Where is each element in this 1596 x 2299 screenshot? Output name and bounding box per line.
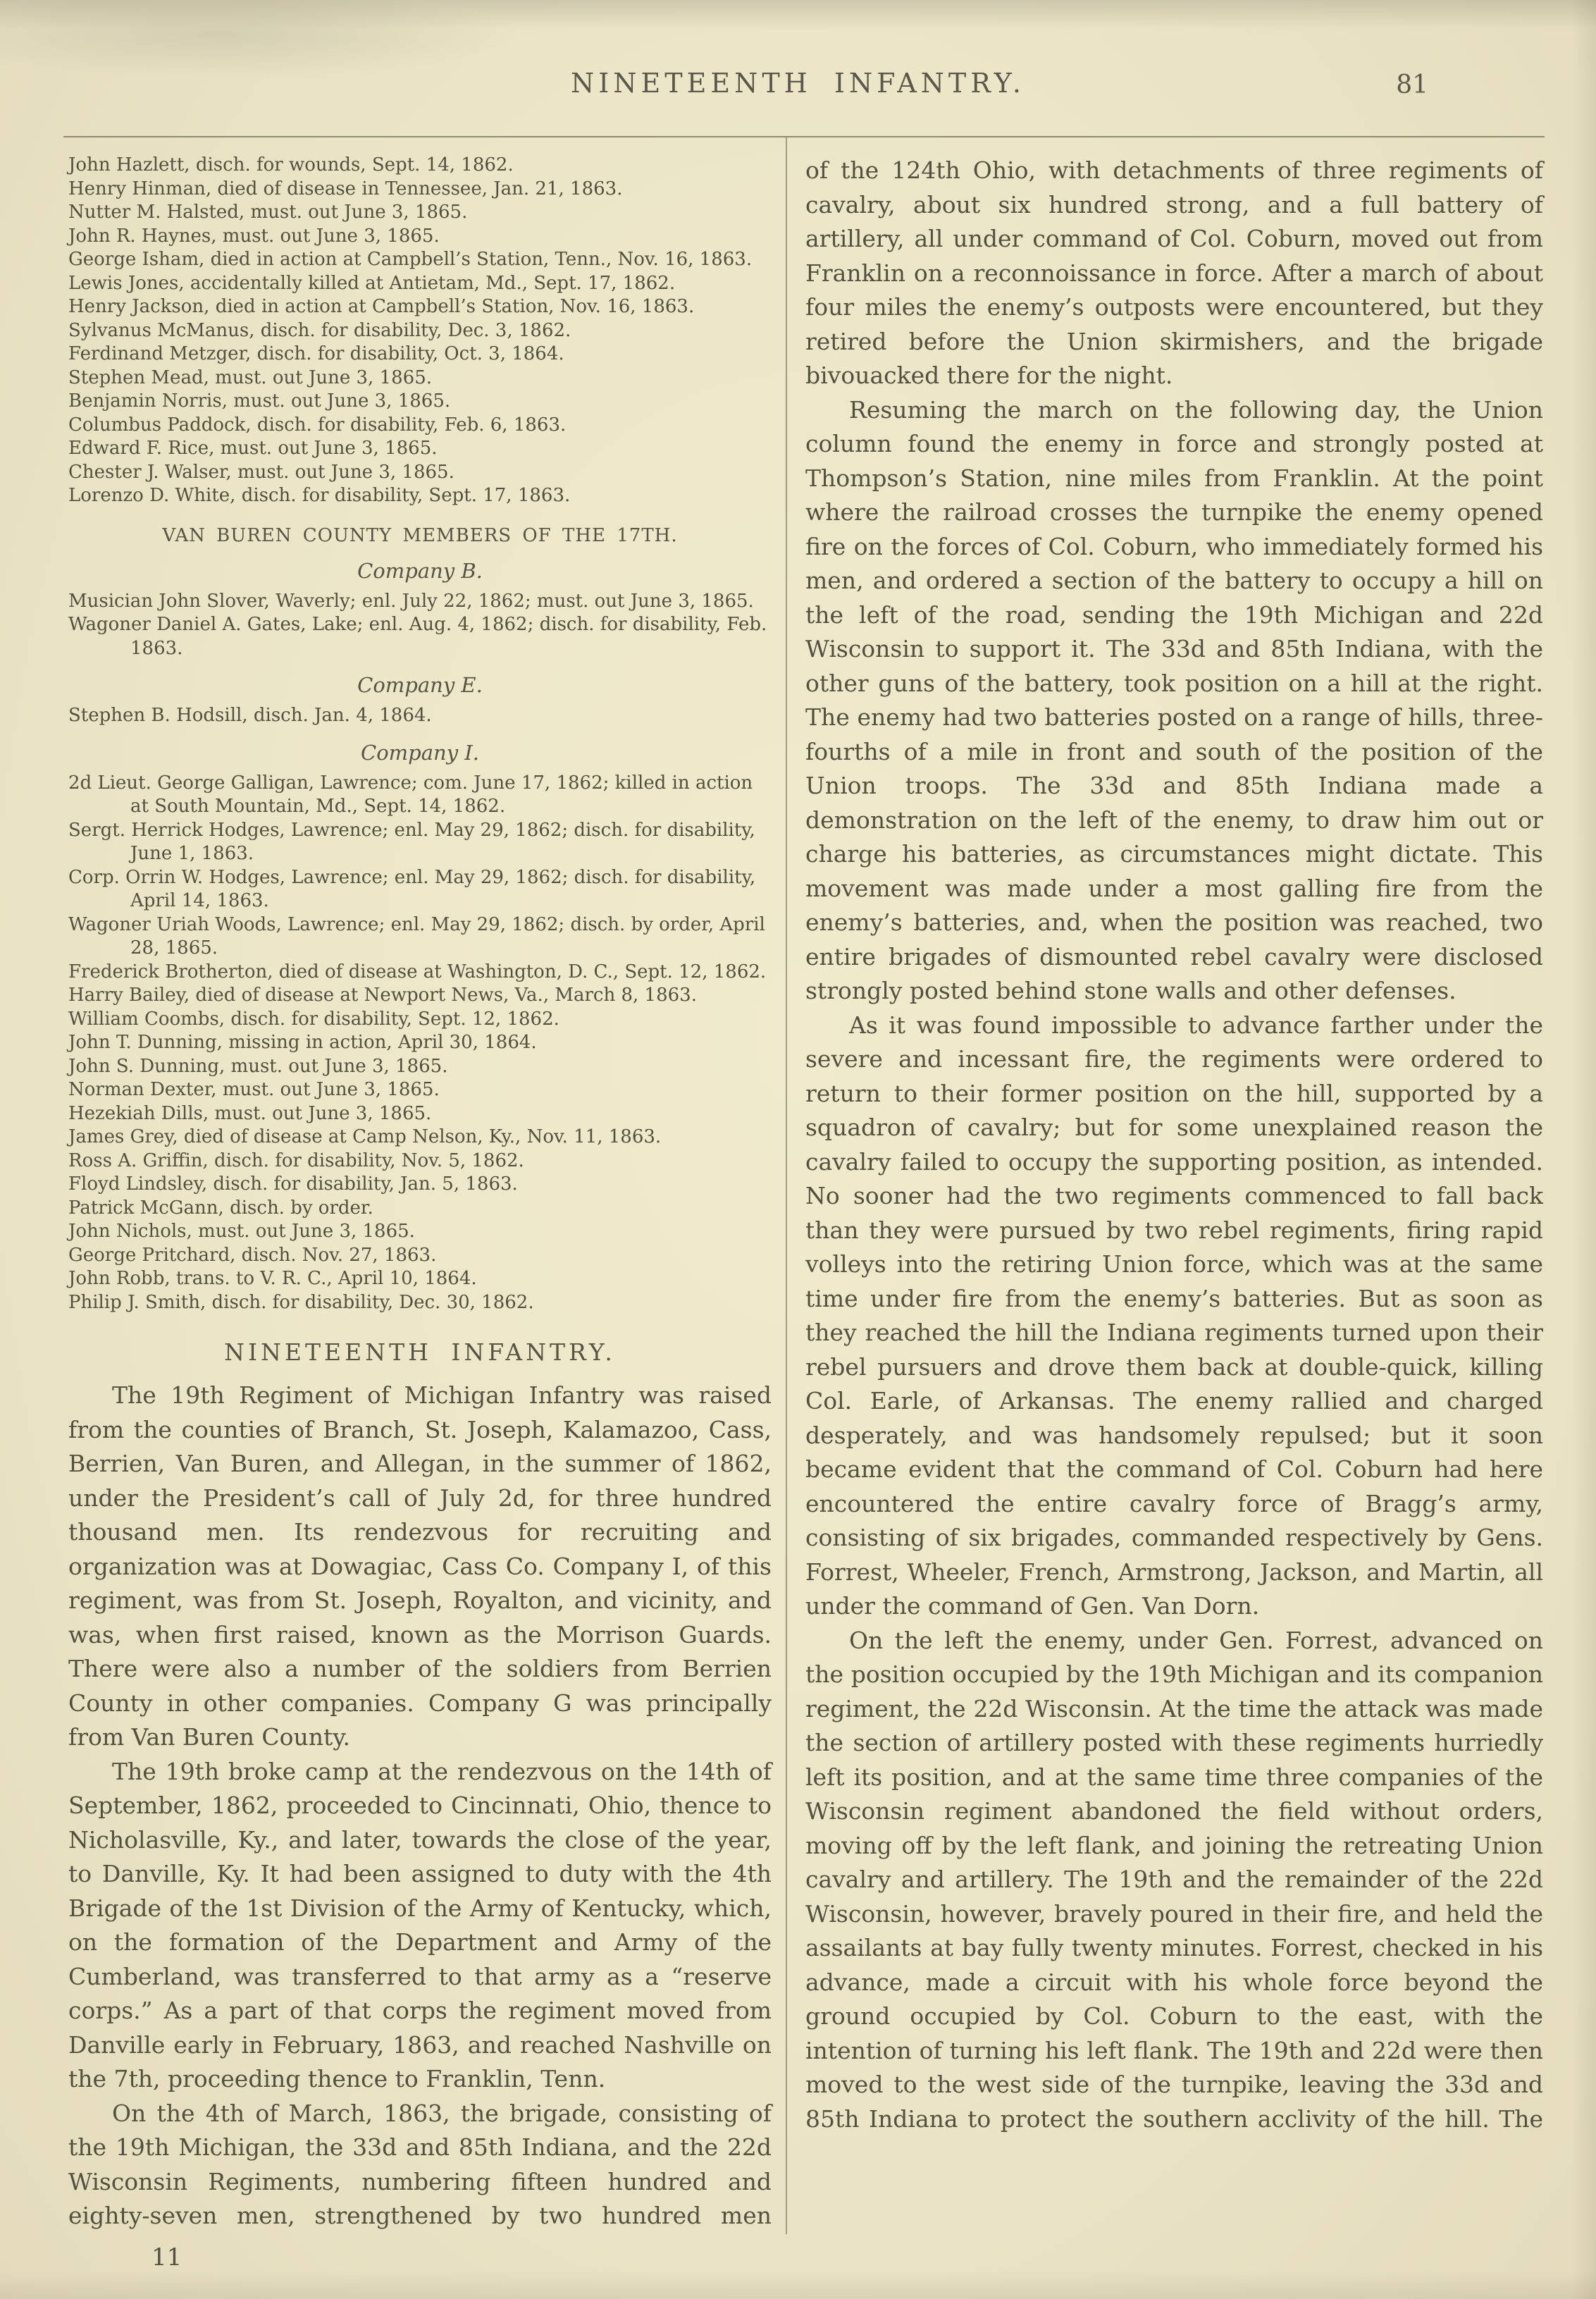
body-paragraph: As it was found impossible to advance farther under the severe and incessant fire, the regiments were ordered to return to their former position on the hill, supported by a squadron of cavalry; but for some unexplained reason the cavalry failed to occupy the supporting position, as intended. No sooner had the two regiments commenced to fall back than they were pursued by two rebel regiments, firing rapid volleys into the retiring Union force, which was at the same time under fire from the enemy’s batteries. But as soon as they reached the hill the Indiana regiments turned upon their rebel pursuers and drove them back at double-quick, killing Col. Earle, of Arkansas. The enemy rallied and charged desperately, and was handsomely repulsed; but it soon became evident that the command of Col. Coburn had here encountered the entire cavalry force of Bragg’s army, consisting of six brigades, commanded respectively by Gens. Forrest, Wheeler, French, Armstrong, Jackson, and Martin, all under the command of Gen. Van Dorn. bbox=[805, 1011, 1543, 1620]
roster-list-17th bbox=[68, 154, 772, 508]
roster-entry: Edward F. Rice, must. out June 3, 1865. bbox=[68, 438, 438, 459]
roster-entry: James Grey, died of disease at Camp Nelson, Ky., Nov. 11, 1863. bbox=[68, 1126, 662, 1147]
column-divider-rule bbox=[786, 137, 787, 2234]
roster-entry: Floyd Lindsley, disch. for disability, Jan. 5, 1863. bbox=[68, 1173, 518, 1195]
roster-entry: Chester J. Walser, must. out June 3, 1865. bbox=[68, 461, 454, 483]
roster-entry: Stephen B. Hodsill, disch. Jan. 4, 1864. bbox=[68, 705, 432, 726]
body-paragraph: On the left the enemy, under Gen. Forrest, advanced on the position occupied by the 19th Michigan and its companion regiment, the 22d Wisconsin. At the time the attack was made the section of artillery posted with these regiments hurriedly left its position, and at the same time three companies of the Wisconsin regiment abandoned the field without orders, moving off by the left flank, and joining the retreating Union cavalry and artillery. The 19th and the remainder of the 22d Wisconsin, however, bravely poured in their fire, and held the assailants at bay fully twenty minutes. Forrest, checked in his advance, made a circuit with his whole force beyond the ground occupied by Col. Coburn to the east, with the intention of turning his left flank. The 19th and 22d were then moved to the west side of the turnpike, leaving the 33d and 85th Indiana to protect the southern acclivity of the hill. The bbox=[805, 1626, 1543, 2133]
roster-entry: Benjamin Norris, must. out June 3, 1865. bbox=[68, 390, 451, 412]
company-i-heading: Company I. bbox=[361, 740, 479, 765]
company-e-roster bbox=[68, 704, 772, 728]
roster-entry: Sylvanus McManus, disch. for disability, Dec. 3, 1862. bbox=[68, 319, 571, 341]
body-paragraph: of the 124th Ohio, with detachments of three regiments of cavalry, about six hundred strong, and a full battery of artillery, all under command of Col. Coburn, moved out from Franklin on a reconnoissance in force. After a march of about four miles the enemy’s outposts were encountered, but they retired before the Union skirmishers, and the brigade bivouacked there for the night. bbox=[805, 156, 1543, 389]
roster-entry: 2d Lieut. George Galligan, Lawrence; com. June 17, 1862; killed in action at South Mountain, Md., Sept. 14, 1862. bbox=[68, 772, 753, 817]
page-number: 81 bbox=[1396, 70, 1428, 99]
header-rule bbox=[63, 136, 1545, 137]
roster-entry: Wagoner Daniel A. Gates, Lake; enl. Aug. 4, 1862; disch. for disability, Feb. 1863. bbox=[68, 614, 767, 659]
signature-mark: 11 bbox=[151, 2243, 183, 2272]
roster-entry: Stephen Mead, must. out June 3, 1865. bbox=[68, 366, 433, 388]
roster-entry: Nutter M. Halsted, must. out June 3, 1865. bbox=[68, 202, 468, 223]
roster-entry: John S. Dunning, must. out June 3, 1865. bbox=[68, 1055, 448, 1077]
roster-entry: Ross A. Griffin, disch. for disability, Nov. 5, 1862. bbox=[68, 1150, 524, 1171]
roster-entry: Corp. Orrin W. Hodges, Lawrence; enl. May 29, 1862; disch. for disability, April 14, 1863. bbox=[68, 866, 756, 911]
roster-entry: Norman Dexter, must. out June 3, 1865. bbox=[68, 1079, 440, 1100]
roster-entry: Harry Bailey, died of disease at Newport News, Va., March 8, 1863. bbox=[68, 985, 697, 1006]
left-column bbox=[68, 154, 772, 2272]
body-paragraph: On the 4th of March, 1863, the brigade, consisting of the 19th Michigan, the 33d and 85th Indiana, and the 22d Wisconsin Regiments, numbering fifteen hundred and eighty-seven men, strengthened by two hundred men bbox=[68, 2099, 772, 2229]
company-i-roster bbox=[68, 772, 772, 1315]
roster-entry: Lorenzo D. White, disch. for disability, Sept. 17, 1863. bbox=[68, 485, 571, 506]
roster-entry: Sergt. Herrick Hodges, Lawrence; enl. May 29, 1862; disch. for disability, June 1, 1863. bbox=[68, 819, 755, 864]
roster-entry: Ferdinand Metzger, disch. for disability, Oct. 3, 1864. bbox=[68, 343, 564, 364]
section-heading-nineteenth-infantry: NINETEENTH INFANTRY. bbox=[224, 1338, 616, 1366]
right-column bbox=[805, 154, 1543, 2136]
van-buren-heading: VAN BUREN COUNTY MEMBERS OF THE 17TH. bbox=[162, 524, 678, 546]
roster-entry: John T. Dunning, missing in action, April 30, 1864. bbox=[68, 1032, 537, 1053]
roster-entry: Wagoner Uriah Woods, Lawrence; enl. May 29, 1862; disch. by order, April 28, 1865. bbox=[68, 913, 765, 959]
roster-entry: Philip J. Smith, disch. for disability, Dec. 30, 1862. bbox=[68, 1291, 534, 1313]
roster-entry: Henry Jackson, died in action at Campbell’s Station, Nov. 16, 1863. bbox=[68, 296, 695, 317]
roster-entry: Frederick Brotherton, died of disease at Washington, D. C., Sept. 12, 1862. bbox=[68, 961, 767, 982]
roster-entry: Columbus Paddock, disch. for disability, Feb. 6, 1863. bbox=[68, 414, 567, 436]
roster-entry: John Nichols, must. out June 3, 1865. bbox=[68, 1221, 415, 1242]
roster-entry: Musician John Slover, Waverly; enl. July 22, 1862; must. out June 3, 1865. bbox=[68, 590, 754, 612]
company-e-heading: Company E. bbox=[357, 673, 483, 697]
roster-entry: Henry Hinman, died of disease in Tennessee, Jan. 21, 1863. bbox=[68, 178, 623, 199]
roster-entry: John Hazlett, disch. for wounds, Sept. 14, 1862. bbox=[68, 154, 514, 175]
company-b-roster bbox=[68, 590, 772, 661]
roster-entry: George Isham, died in action at Campbell’s Station, Tenn., Nov. 16, 1863. bbox=[68, 249, 753, 270]
roster-entry: John R. Haynes, must. out June 3, 1865. bbox=[68, 225, 440, 247]
roster-entry: Lewis Jones, accidentally killed at Antietam, Md., Sept. 17, 1862. bbox=[68, 272, 676, 294]
roster-entry: Patrick McGann, disch. by order. bbox=[68, 1197, 373, 1219]
body-paragraph: The 19th broke camp at the rendezvous on the 14th of September, 1862, proceeded to Cincinnati, Ohio, thence to Nicholasville, Ky., and later, towards the close of the year, to Danville, Ky. It had been assigned to duty with the 4th Brigade of the 1st Division of the Army of Kentucky, which, on the formation of the Department and Army of the Cumberland, was transferred to that army as a “reserve corps.” As a part of that corps the regiment moved from Danville early in February, 1863, and reached Nashville on the 7th, proceeding thence to Franklin, Tenn. bbox=[68, 1757, 772, 2092]
roster-entry: Hezekiah Dills, must. out June 3, 1865. bbox=[68, 1102, 432, 1124]
running-head-title: NINETEENTH INFANTRY. bbox=[571, 68, 1025, 99]
roster-entry: William Coombs, disch. for disability, Sept. 12, 1862. bbox=[68, 1008, 559, 1030]
body-paragraph: The 19th Regiment of Michigan Infantry was raised from the counties of Branch, St. Joseph, Kalamazoo, Cass, Berrien, Van Buren, and Allegan, in the summer of 1862, under the President’s call of July 2d, for three hundred thousand men. Its rendezvous for recruiting and organization was at Dowagiac, Cass Co. Company I, of this regiment, was from St. Joseph, Royalton, and vicinity, and was, when first raised, known as the Morrison Guards. There were also a number of the soldiers from Berrien County in other companies. Company G was principally from Van Buren County. bbox=[68, 1381, 772, 1751]
roster-entry: John Robb, trans. to V. R. C., April 10, 1864. bbox=[68, 1268, 477, 1289]
company-b-heading: Company B. bbox=[357, 558, 483, 583]
body-paragraph: Resuming the march on the following day, the Union column found the enemy in force and strongly posted at Thompson’s Station, nine miles from Franklin. At the point where the railroad crosses the turnpike the enemy opened fire on the forces of Col. Coburn, who immediately formed his men, and ordered a section of the battery to occupy a hill on the left of the road, sending the 19th Michigan and 22d Wisconsin to support it. The 33d and 85th Indiana, with the other guns of the battery, took position on a hill at the right. The enemy had two batteries posted on a range of hills, three-fourths of a mile in front and south of the position of the Union troops. The 33d and 85th Indiana made a demonstration on the left of the enemy, to draw him out or charge his batteries, as circumstances might dictate. This movement was made under a most galling fire from the enemy’s batteries, and, when the position was reached, two entire brigades of dismounted rebel cavalry were disclosed strongly posted behind stone walls and other defenses. bbox=[805, 395, 1543, 1004]
roster-entry: George Pritchard, disch. Nov. 27, 1863. bbox=[68, 1244, 437, 1266]
